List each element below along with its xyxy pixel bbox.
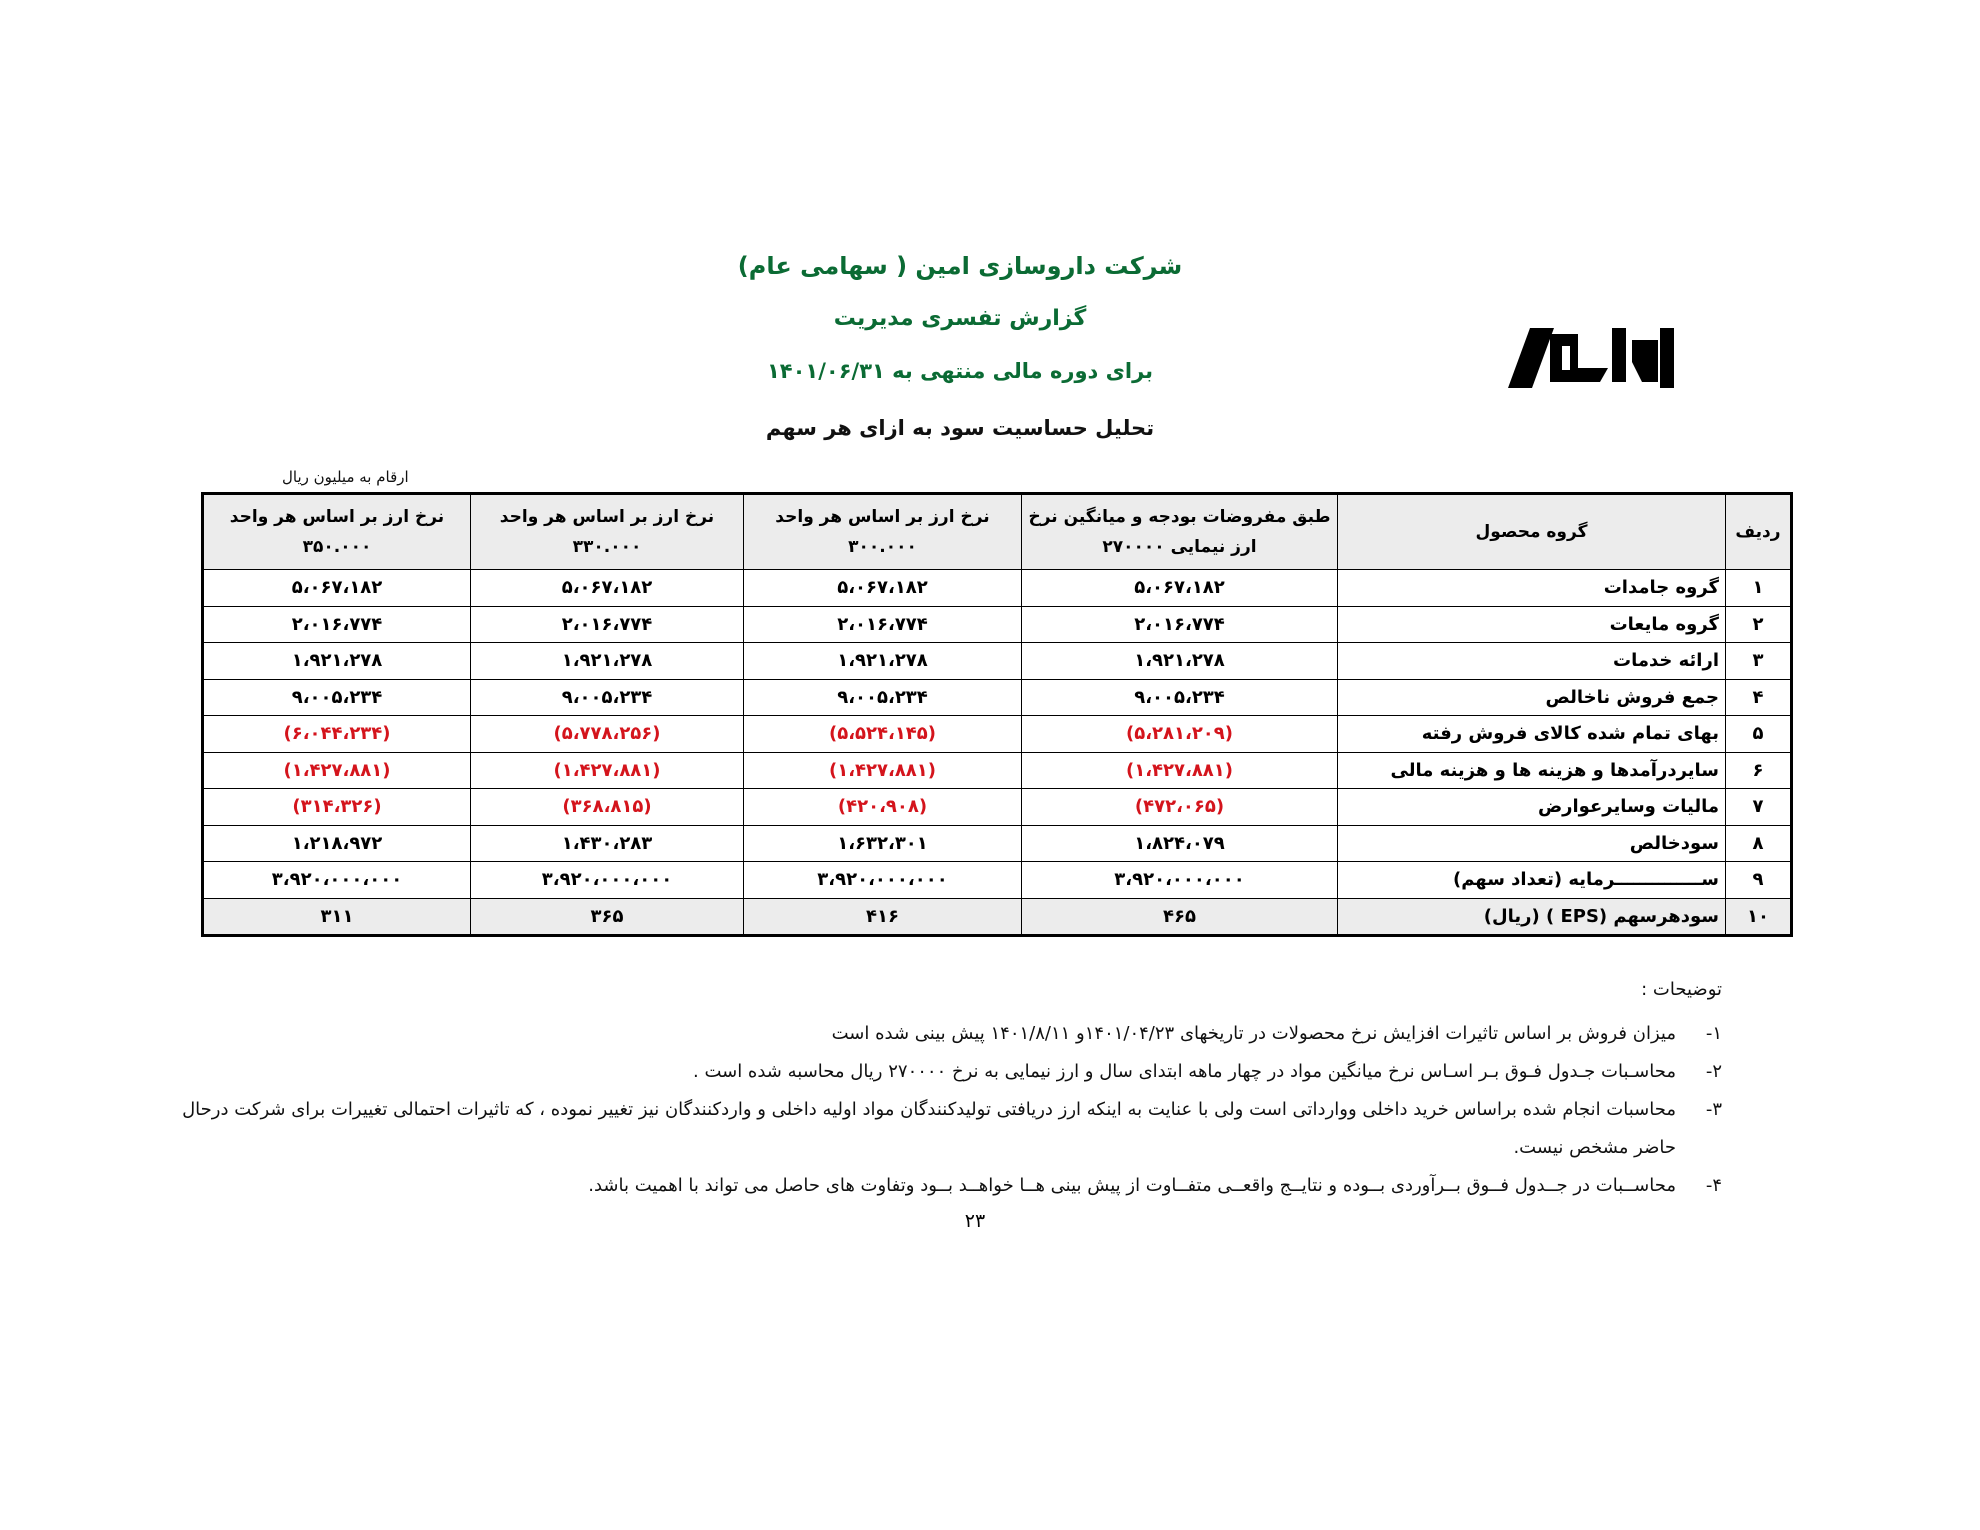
- row-label-cell: گروه مایعات: [1338, 606, 1726, 643]
- section-title: تحلیل حساسیت سود به ازای هر سهم: [765, 416, 1155, 440]
- value-cell: ۱،۴۳۰،۲۸۳: [471, 825, 744, 862]
- value-cell: (۱،۴۲۷،۸۸۱): [203, 752, 471, 789]
- column-header-rate-350000: نرخ ارز بر اساس هر واحد ۳۵۰.۰۰۰: [203, 494, 471, 570]
- value-cell: (۵،۷۷۸،۲۵۶): [471, 716, 744, 753]
- notes-heading: توضیحات :: [1641, 979, 1722, 1000]
- value-cell: ۳،۹۲۰،۰۰۰،۰۰۰: [203, 862, 471, 899]
- notes-section: [162, 975, 1722, 1205]
- value-cell: ۱،۸۲۴،۰۷۹: [1022, 825, 1338, 862]
- value-cell: (۳۶۸،۸۱۵): [471, 789, 744, 826]
- value-cell: ۱،۹۲۱،۲۷۸: [203, 643, 471, 680]
- page-number: ۲۳: [964, 1210, 986, 1232]
- row-number-cell: ۶: [1726, 752, 1792, 789]
- table-row: [203, 679, 1792, 716]
- row-label-cell: سودهرسهم (EPS ) (ریال): [1338, 898, 1726, 936]
- table-header-row: [203, 494, 1792, 570]
- value-cell: (۱،۴۲۷،۸۸۱): [471, 752, 744, 789]
- note-text: محاســبات در جــدول فــوق بــرآوردی بــوده و نتایــج واقعــی متفــاوت از پیش بینی هــا خواهــد بــود وتفاوت های حاصل می تواند با اهمیت باشد.: [588, 1175, 1676, 1196]
- report-title: گزارش تفسری مدیریت: [833, 306, 1087, 331]
- value-cell: ۳،۹۲۰،۰۰۰،۰۰۰: [1022, 862, 1338, 899]
- column-header-product-group: گروه محصول: [1338, 494, 1726, 570]
- value-cell: ۱،۹۲۱،۲۷۸: [744, 643, 1022, 680]
- value-cell: ۲،۰۱۶،۷۷۴: [203, 606, 471, 643]
- value-cell: ۳۶۵: [471, 898, 744, 936]
- value-cell: ۹،۰۰۵،۲۳۴: [471, 679, 744, 716]
- row-number-cell: ۳: [1726, 643, 1792, 680]
- value-cell: (۶،۰۴۴،۲۳۴): [203, 716, 471, 753]
- table-row: [203, 570, 1792, 607]
- value-cell: ۵،۰۶۷،۱۸۲: [744, 570, 1022, 607]
- value-cell: ۴۱۶: [744, 898, 1022, 936]
- value-cell: ۱،۹۲۱،۲۷۸: [1022, 643, 1338, 680]
- value-cell: ۵،۰۶۷،۱۸۲: [1022, 570, 1338, 607]
- row-number-cell: ۲: [1726, 606, 1792, 643]
- row-number-cell: ۸: [1726, 825, 1792, 862]
- table-row: [203, 862, 1792, 899]
- note-item: [162, 1053, 1722, 1091]
- row-label-cell: جمع فروش ناخالص: [1338, 679, 1726, 716]
- note-number: ۱-: [1705, 1023, 1722, 1044]
- value-cell: ۵،۰۶۷،۱۸۲: [471, 570, 744, 607]
- column-header-row-number: ردیف: [1726, 494, 1792, 570]
- row-label-cell: بهای تمام شده کالای فروش رفته: [1338, 716, 1726, 753]
- row-number-cell: ۱۰: [1726, 898, 1792, 936]
- value-cell: ۳،۹۲۰،۰۰۰،۰۰۰: [471, 862, 744, 899]
- value-cell: (۳۱۴،۳۲۶): [203, 789, 471, 826]
- value-cell: ۱،۹۲۱،۲۷۸: [471, 643, 744, 680]
- value-cell: (۵،۲۸۱،۲۰۹): [1022, 716, 1338, 753]
- note-item: [162, 1167, 1722, 1205]
- table-row: [203, 606, 1792, 643]
- value-cell: ۴۶۵: [1022, 898, 1338, 936]
- note-number: ۳-: [1705, 1099, 1722, 1120]
- column-header-budget-rate: طبق مفروضات بودجه و میانگین نرخ ارز نیمایی ۲۷۰۰۰۰: [1022, 494, 1338, 570]
- table-row: [203, 716, 1792, 753]
- amin-logo-icon: [1508, 328, 1674, 388]
- row-label-cell: سودخالص: [1338, 825, 1726, 862]
- report-period: برای دوره مالی منتهی به ۱۴۰۱/۰۶/۳۱: [766, 359, 1154, 383]
- row-number-cell: ۷: [1726, 789, 1792, 826]
- value-cell: ۱،۶۳۲،۳۰۱: [744, 825, 1022, 862]
- company-name: شرکت داروسازی امین ( سهامی عام): [737, 252, 1183, 280]
- row-label-cell: ســــــــــــــرمایه (تعداد سهم): [1338, 862, 1726, 899]
- value-cell: ۹،۰۰۵،۲۳۴: [744, 679, 1022, 716]
- note-number: ۴-: [1705, 1175, 1722, 1196]
- value-cell: ۹،۰۰۵،۲۳۴: [203, 679, 471, 716]
- value-cell: ۳۱۱: [203, 898, 471, 936]
- value-cell: ۵،۰۶۷،۱۸۲: [203, 570, 471, 607]
- table-row: [203, 643, 1792, 680]
- row-number-cell: ۱: [1726, 570, 1792, 607]
- sensitivity-table: [201, 492, 1793, 937]
- value-cell: ۳،۹۲۰،۰۰۰،۰۰۰: [744, 862, 1022, 899]
- value-cell: (۴۷۲،۰۶۵): [1022, 789, 1338, 826]
- value-cell: (۴۲۰،۹۰۸): [744, 789, 1022, 826]
- row-label-cell: مالیات وسایرعوارض: [1338, 789, 1726, 826]
- row-label-cell: سایردرآمدها و هزینه ها و هزینه مالی: [1338, 752, 1726, 789]
- note-text: محاسبات انجام شده براساس خرید داخلی ووارداتی است ولی با عنایت به اینکه ارز دریافتی تولیدکنندگان مواد اولیه داخلی و واردکنندگان نیز تغییر نموده ، که تاثیرات احتمالی تغییرات برای شرکت درحال حاضر مشخص نیست.: [182, 1099, 1676, 1158]
- note-text: میزان فروش بر اساس تاثیرات افزایش نرخ محصولات در تاریخهای ۱۴۰۱/۰۴/۲۳و ۱۴۰۱/۸/۱۱ پیش بینی شده است: [831, 1023, 1676, 1044]
- note-number: ۲-: [1705, 1061, 1722, 1082]
- value-cell: ۹،۰۰۵،۲۳۴: [1022, 679, 1338, 716]
- table-row: [203, 752, 1792, 789]
- value-cell: ۲،۰۱۶،۷۷۴: [1022, 606, 1338, 643]
- row-number-cell: ۴: [1726, 679, 1792, 716]
- note-item: [162, 1015, 1722, 1053]
- value-cell: ۲،۰۱۶،۷۷۴: [744, 606, 1022, 643]
- value-cell: (۵،۵۲۴،۱۴۵): [744, 716, 1022, 753]
- note-text: محاسـبات جـدول فـوق بـر اسـاس نرخ میانگین مواد در چهار ماهه ابتدای سال و ارز نیمایی به نرخ ۲۷۰۰۰۰ ریال محاسبه شده است .: [693, 1061, 1676, 1082]
- row-number-cell: ۹: [1726, 862, 1792, 899]
- table-row: [203, 789, 1792, 826]
- value-cell: ۱،۲۱۸،۹۷۲: [203, 825, 471, 862]
- row-number-cell: ۵: [1726, 716, 1792, 753]
- unit-note: ارقام به میلیون ریال: [282, 468, 409, 486]
- value-cell: (۱،۴۲۷،۸۸۱): [1022, 752, 1338, 789]
- row-label-cell: گروه جامدات: [1338, 570, 1726, 607]
- value-cell: (۱،۴۲۷،۸۸۱): [744, 752, 1022, 789]
- value-cell: ۲،۰۱۶،۷۷۴: [471, 606, 744, 643]
- column-header-rate-300000: نرخ ارز بر اساس هر واحد ۳۰۰.۰۰۰: [744, 494, 1022, 570]
- table-row: [203, 825, 1792, 862]
- table-row: [203, 898, 1792, 936]
- note-item: [162, 1091, 1722, 1167]
- row-label-cell: ارائه خدمات: [1338, 643, 1726, 680]
- column-header-rate-330000: نرخ ارز بر اساس هر واحد ۳۳۰.۰۰۰: [471, 494, 744, 570]
